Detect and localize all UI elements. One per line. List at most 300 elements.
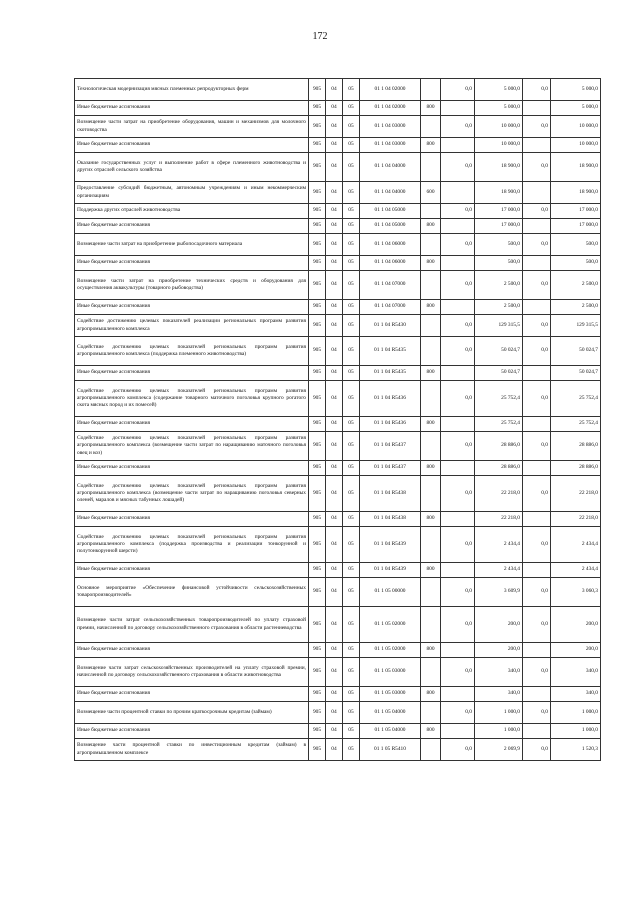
table-row	[75, 271, 601, 300]
cell-target-article: 01 1 04 07000	[360, 271, 421, 300]
cell-ministry-code: 905	[309, 366, 326, 381]
cell-amount-1	[441, 417, 475, 432]
cell-section: 04	[326, 219, 343, 234]
cell-expense-type: 800	[421, 219, 441, 234]
cell-target-article: 01 1 05 R5410	[360, 739, 421, 761]
cell-amount-4: 18 900,0	[551, 182, 601, 204]
table-row	[75, 417, 601, 432]
cell-expense-type: 800	[421, 461, 441, 476]
cell-section: 04	[326, 300, 343, 315]
cell-amount-3: 0,0	[523, 739, 551, 761]
cell-section: 04	[326, 658, 343, 687]
cell-amount-2: 18 900,0	[475, 182, 523, 204]
table-row	[75, 381, 601, 417]
cell-amount-2: 17 000,0	[475, 204, 523, 219]
cell-target-article: 01 1 04 03000	[360, 116, 421, 138]
row-name: Иные бюджетные ассигнования	[75, 219, 309, 234]
cell-expense-type	[421, 116, 441, 138]
cell-subsection: 05	[343, 432, 360, 461]
cell-amount-4: 25 752,4	[551, 417, 601, 432]
cell-subsection: 05	[343, 116, 360, 138]
cell-amount-3: 0,0	[523, 578, 551, 607]
cell-target-article: 01 1 04 06000	[360, 256, 421, 271]
cell-section: 04	[326, 527, 343, 563]
cell-amount-3	[523, 724, 551, 739]
cell-amount-2: 10 000,0	[475, 138, 523, 153]
cell-amount-2: 25 752,4	[475, 417, 523, 432]
cell-subsection: 05	[343, 101, 360, 116]
cell-section: 04	[326, 702, 343, 724]
cell-section: 04	[326, 687, 343, 702]
cell-target-article: 01 1 05 02000	[360, 643, 421, 658]
cell-amount-4: 18 900,0	[551, 153, 601, 182]
cell-amount-2: 28 886,0	[475, 461, 523, 476]
cell-ministry-code: 905	[309, 182, 326, 204]
cell-subsection: 05	[343, 337, 360, 366]
cell-amount-1: 0,0	[441, 476, 475, 512]
cell-amount-1: 0,0	[441, 79, 475, 101]
table-row	[75, 702, 601, 724]
cell-subsection: 05	[343, 724, 360, 739]
cell-expense-type: 800	[421, 138, 441, 153]
cell-section: 04	[326, 432, 343, 461]
cell-target-article: 01 1 04 R5438	[360, 512, 421, 527]
cell-ministry-code: 905	[309, 101, 326, 116]
table-row	[75, 687, 601, 702]
cell-ministry-code: 905	[309, 687, 326, 702]
cell-subsection: 05	[343, 381, 360, 417]
cell-section: 04	[326, 476, 343, 512]
cell-target-article: 01 1 04 R5436	[360, 381, 421, 417]
cell-amount-2: 22 218,0	[475, 476, 523, 512]
cell-amount-4: 200,0	[551, 607, 601, 643]
cell-ministry-code: 905	[309, 315, 326, 337]
cell-amount-2: 2 434,4	[475, 563, 523, 578]
row-name: Иные бюджетные ассигнования	[75, 256, 309, 271]
table-row	[75, 476, 601, 512]
table-row	[75, 101, 601, 116]
cell-amount-3	[523, 687, 551, 702]
cell-subsection: 05	[343, 702, 360, 724]
table-row	[75, 607, 601, 643]
row-name: Иные бюджетные ассигнования	[75, 687, 309, 702]
cell-expense-type: 800	[421, 366, 441, 381]
cell-amount-1	[441, 138, 475, 153]
cell-ministry-code: 905	[309, 116, 326, 138]
cell-amount-1	[441, 300, 475, 315]
cell-amount-2: 500,0	[475, 234, 523, 256]
cell-subsection: 05	[343, 476, 360, 512]
cell-amount-4: 340,0	[551, 687, 601, 702]
cell-subsection: 05	[343, 417, 360, 432]
cell-expense-type	[421, 702, 441, 724]
cell-section: 04	[326, 182, 343, 204]
table-row	[75, 337, 601, 366]
cell-expense-type	[421, 204, 441, 219]
cell-amount-1: 0,0	[441, 702, 475, 724]
cell-amount-1: 0,0	[441, 432, 475, 461]
row-name: Содействие достижению целевых показателей региональных программ развития агропромышленного комплекса (поддержка племенного животноводства)	[75, 337, 309, 366]
table-row	[75, 138, 601, 153]
cell-section: 04	[326, 739, 343, 761]
cell-amount-3	[523, 256, 551, 271]
cell-expense-type: 800	[421, 417, 441, 432]
cell-amount-4: 5 000,0	[551, 101, 601, 116]
cell-section: 04	[326, 234, 343, 256]
table-row	[75, 366, 601, 381]
cell-ministry-code: 905	[309, 563, 326, 578]
cell-expense-type	[421, 271, 441, 300]
cell-amount-3	[523, 219, 551, 234]
row-name: Иные бюджетные ассигнования	[75, 300, 309, 315]
row-name: Технологическая модернизация мясных племенных репродукторных ферм	[75, 79, 309, 101]
cell-subsection: 05	[343, 643, 360, 658]
cell-target-article: 01 1 05 04000	[360, 724, 421, 739]
cell-expense-type: 800	[421, 687, 441, 702]
table-row	[75, 182, 601, 204]
cell-amount-4: 28 886,0	[551, 432, 601, 461]
row-name: Содействие достижению целевых показателей региональных программ развития агропромышленного комплекса (возмещение части затрат по наращиванию поголовья северных оленей, маралов и мясных табунных лошадей)	[75, 476, 309, 512]
table-row	[75, 79, 601, 101]
cell-amount-2: 22 218,0	[475, 512, 523, 527]
cell-target-article: 01 1 05 00000	[360, 578, 421, 607]
cell-expense-type: 800	[421, 300, 441, 315]
row-name: Иные бюджетные ассигнования	[75, 461, 309, 476]
cell-section: 04	[326, 138, 343, 153]
cell-amount-2: 28 886,0	[475, 432, 523, 461]
cell-amount-2: 200,0	[475, 607, 523, 643]
table-row	[75, 643, 601, 658]
cell-section: 04	[326, 461, 343, 476]
cell-amount-4: 22 218,0	[551, 476, 601, 512]
cell-section: 04	[326, 256, 343, 271]
cell-subsection: 05	[343, 607, 360, 643]
cell-amount-2: 1 000,0	[475, 724, 523, 739]
table-row	[75, 461, 601, 476]
cell-amount-3: 0,0	[523, 476, 551, 512]
cell-amount-1	[441, 256, 475, 271]
cell-amount-2: 18 900,0	[475, 153, 523, 182]
cell-ministry-code: 905	[309, 219, 326, 234]
cell-subsection: 05	[343, 219, 360, 234]
cell-expense-type	[421, 234, 441, 256]
cell-amount-2: 2 434,4	[475, 527, 523, 563]
cell-amount-4: 340,0	[551, 658, 601, 687]
cell-amount-3: 0,0	[523, 432, 551, 461]
row-name: Содействие достижению целевых показателей региональных программ развития агропромышленного комплекса (возмещение части затрат по наращиванию маточного поголовья овец и коз)	[75, 432, 309, 461]
cell-amount-2: 340,0	[475, 658, 523, 687]
cell-amount-4: 3 060,3	[551, 578, 601, 607]
table-row	[75, 658, 601, 687]
cell-amount-1: 0,0	[441, 271, 475, 300]
cell-amount-1: 0,0	[441, 204, 475, 219]
cell-amount-2: 17 000,0	[475, 219, 523, 234]
cell-amount-2: 10 000,0	[475, 116, 523, 138]
cell-amount-1: 0,0	[441, 234, 475, 256]
cell-target-article: 01 1 05 02000	[360, 607, 421, 643]
cell-expense-type: 800	[421, 256, 441, 271]
cell-amount-3: 0,0	[523, 337, 551, 366]
cell-amount-3	[523, 101, 551, 116]
cell-amount-3: 0,0	[523, 116, 551, 138]
cell-expense-type	[421, 658, 441, 687]
cell-amount-1	[441, 687, 475, 702]
cell-ministry-code: 905	[309, 138, 326, 153]
table-row	[75, 204, 601, 219]
cell-amount-3	[523, 417, 551, 432]
row-name: Иные бюджетные ассигнования	[75, 643, 309, 658]
cell-amount-1	[441, 182, 475, 204]
cell-subsection: 05	[343, 739, 360, 761]
cell-section: 04	[326, 79, 343, 101]
cell-target-article: 01 1 04 06000	[360, 234, 421, 256]
cell-ministry-code: 905	[309, 271, 326, 300]
cell-amount-3: 0,0	[523, 315, 551, 337]
cell-ministry-code: 905	[309, 234, 326, 256]
cell-amount-4: 500,0	[551, 234, 601, 256]
cell-subsection: 05	[343, 512, 360, 527]
cell-amount-4: 10 000,0	[551, 138, 601, 153]
cell-amount-4: 17 000,0	[551, 219, 601, 234]
row-name: Возмещение части затрат на приобретение оборудования, машин и механизмов для молочного скотоводства	[75, 116, 309, 138]
cell-amount-3	[523, 643, 551, 658]
cell-expense-type	[421, 578, 441, 607]
cell-ministry-code: 905	[309, 256, 326, 271]
cell-ministry-code: 905	[309, 578, 326, 607]
cell-amount-3: 0,0	[523, 79, 551, 101]
cell-amount-4: 1 000,0	[551, 702, 601, 724]
table-row	[75, 432, 601, 461]
cell-amount-1	[441, 643, 475, 658]
cell-amount-4: 2 434,4	[551, 563, 601, 578]
cell-target-article: 01 1 04 02000	[360, 79, 421, 101]
cell-amount-2: 25 752,4	[475, 381, 523, 417]
table-row	[75, 315, 601, 337]
table-row	[75, 153, 601, 182]
cell-amount-2: 2 500,0	[475, 271, 523, 300]
cell-amount-1: 0,0	[441, 607, 475, 643]
cell-expense-type: 800	[421, 643, 441, 658]
cell-subsection: 05	[343, 461, 360, 476]
cell-expense-type	[421, 381, 441, 417]
cell-target-article: 01 1 04 04000	[360, 182, 421, 204]
cell-section: 04	[326, 512, 343, 527]
cell-expense-type	[421, 153, 441, 182]
cell-subsection: 05	[343, 182, 360, 204]
cell-amount-1	[441, 563, 475, 578]
row-name: Возмещение части затрат сельскохозяйственных товаропроизводителей по уплату страховой премии, начисленной по договору сельскохозяйственного страхования в области растениеводства	[75, 607, 309, 643]
cell-amount-2: 1 000,0	[475, 702, 523, 724]
budget-table	[74, 78, 601, 761]
cell-expense-type: 800	[421, 724, 441, 739]
cell-target-article: 01 1 05 03000	[360, 687, 421, 702]
cell-amount-1: 0,0	[441, 315, 475, 337]
cell-target-article: 01 1 04 R5437	[360, 432, 421, 461]
cell-target-article: 01 1 05 03000	[360, 658, 421, 687]
table-row	[75, 563, 601, 578]
cell-amount-2: 500,0	[475, 256, 523, 271]
cell-amount-3	[523, 563, 551, 578]
cell-amount-4: 50 024,7	[551, 337, 601, 366]
cell-ministry-code: 905	[309, 643, 326, 658]
row-name: Предоставление субсидий бюджетным, автономным учреждениям и иным некоммерческим организациям	[75, 182, 309, 204]
cell-section: 04	[326, 101, 343, 116]
cell-amount-3: 0,0	[523, 702, 551, 724]
cell-amount-4: 2 500,0	[551, 300, 601, 315]
cell-ministry-code: 905	[309, 527, 326, 563]
cell-target-article: 01 1 04 R5430	[360, 315, 421, 337]
row-name: Содействие достижению целевых показателей региональных программ развития агропромышленного комплекса (содержание товарного маточного поголовья крупного рогатого скота мясных пород и их помесей)	[75, 381, 309, 417]
cell-amount-1	[441, 101, 475, 116]
cell-expense-type	[421, 432, 441, 461]
cell-amount-4: 129 315,5	[551, 315, 601, 337]
cell-expense-type: 600	[421, 182, 441, 204]
cell-subsection: 05	[343, 300, 360, 315]
table-row	[75, 527, 601, 563]
cell-ministry-code: 905	[309, 702, 326, 724]
table-row	[75, 256, 601, 271]
cell-subsection: 05	[343, 153, 360, 182]
table-row	[75, 578, 601, 607]
row-name: Возмещение части затрат сельскохозяйственных производителей на уплату страховой премии, начисленной по договору сельскохозяйственного страхования в области животноводства	[75, 658, 309, 687]
cell-ministry-code: 905	[309, 476, 326, 512]
cell-amount-1: 0,0	[441, 116, 475, 138]
cell-subsection: 05	[343, 527, 360, 563]
cell-amount-4: 2 500,0	[551, 271, 601, 300]
cell-amount-4: 200,0	[551, 643, 601, 658]
row-name: Иные бюджетные ассигнования	[75, 563, 309, 578]
cell-amount-3: 0,0	[523, 234, 551, 256]
table-row	[75, 234, 601, 256]
cell-section: 04	[326, 153, 343, 182]
row-name: Иные бюджетные ассигнования	[75, 724, 309, 739]
row-name: Содействие достижению целевых показателей региональных программ развития агропромышленного комплекса (поддержка производства и реализации тонкорунной и полутонкорунной шерсти)	[75, 527, 309, 563]
cell-expense-type	[421, 315, 441, 337]
cell-amount-4: 22 218,0	[551, 512, 601, 527]
row-name: Возмещение части процентной ставки по инвестиционным кредитам (займам) в агропромышленном комплексе	[75, 739, 309, 761]
cell-target-article: 01 1 04 R5436	[360, 417, 421, 432]
cell-subsection: 05	[343, 563, 360, 578]
cell-amount-3: 0,0	[523, 381, 551, 417]
cell-amount-1	[441, 366, 475, 381]
row-name: Содействие достижению целевых показателей реализации региональных программ развития агропромышленного комплекса	[75, 315, 309, 337]
cell-amount-3	[523, 138, 551, 153]
cell-ministry-code: 905	[309, 724, 326, 739]
row-name: Иные бюджетные ассигнования	[75, 101, 309, 116]
cell-expense-type	[421, 607, 441, 643]
cell-amount-2: 2 500,0	[475, 300, 523, 315]
cell-subsection: 05	[343, 256, 360, 271]
cell-expense-type: 800	[421, 563, 441, 578]
cell-ministry-code: 905	[309, 153, 326, 182]
cell-amount-1: 0,0	[441, 381, 475, 417]
cell-amount-4: 17 000,0	[551, 204, 601, 219]
cell-ministry-code: 905	[309, 381, 326, 417]
row-name: Возмещение части процентной ставки по прочим краткосрочным кредитам (займам)	[75, 702, 309, 724]
cell-target-article: 01 1 04 R5437	[360, 461, 421, 476]
row-name: Иные бюджетные ассигнования	[75, 417, 309, 432]
cell-amount-2: 129 315,5	[475, 315, 523, 337]
cell-amount-2: 50 024,7	[475, 337, 523, 366]
cell-section: 04	[326, 643, 343, 658]
cell-subsection: 05	[343, 366, 360, 381]
cell-expense-type	[421, 527, 441, 563]
cell-subsection: 05	[343, 138, 360, 153]
cell-amount-3: 0,0	[523, 607, 551, 643]
cell-subsection: 05	[343, 578, 360, 607]
cell-target-article: 01 1 04 R5439	[360, 527, 421, 563]
row-name: Основное мероприятие «Обеспечение финансовой устойчивости сельскохозяйственных товаропроизводителей»	[75, 578, 309, 607]
cell-ministry-code: 905	[309, 337, 326, 366]
cell-amount-1: 0,0	[441, 658, 475, 687]
cell-section: 04	[326, 366, 343, 381]
cell-section: 04	[326, 724, 343, 739]
cell-expense-type	[421, 337, 441, 366]
cell-target-article: 01 1 05 04000	[360, 702, 421, 724]
row-name: Поддержка других отраслей животноводства	[75, 204, 309, 219]
cell-amount-2: 340,0	[475, 687, 523, 702]
cell-subsection: 05	[343, 79, 360, 101]
cell-ministry-code: 905	[309, 461, 326, 476]
cell-amount-2: 3 609,9	[475, 578, 523, 607]
cell-amount-3	[523, 512, 551, 527]
cell-amount-3: 0,0	[523, 658, 551, 687]
table-row	[75, 512, 601, 527]
cell-amount-4: 28 886,0	[551, 461, 601, 476]
table-row	[75, 219, 601, 234]
cell-amount-3	[523, 300, 551, 315]
cell-target-article: 01 1 04 R5439	[360, 563, 421, 578]
cell-amount-4: 10 000,0	[551, 116, 601, 138]
table-row	[75, 116, 601, 138]
cell-subsection: 05	[343, 315, 360, 337]
row-name: Иные бюджетные ассигнования	[75, 366, 309, 381]
cell-amount-3: 0,0	[523, 527, 551, 563]
cell-target-article: 01 1 04 04000	[360, 153, 421, 182]
cell-section: 04	[326, 563, 343, 578]
cell-amount-3: 0,0	[523, 204, 551, 219]
cell-expense-type	[421, 476, 441, 512]
cell-amount-4: 500,0	[551, 256, 601, 271]
cell-amount-3	[523, 366, 551, 381]
cell-ministry-code: 905	[309, 204, 326, 219]
cell-section: 04	[326, 337, 343, 366]
cell-amount-4: 2 434,4	[551, 527, 601, 563]
cell-amount-4: 25 752,4	[551, 381, 601, 417]
cell-amount-1	[441, 219, 475, 234]
cell-amount-3	[523, 461, 551, 476]
cell-subsection: 05	[343, 687, 360, 702]
cell-amount-4: 50 024,7	[551, 366, 601, 381]
cell-section: 04	[326, 271, 343, 300]
cell-amount-2: 50 024,7	[475, 366, 523, 381]
row-name: Иные бюджетные ассигнования	[75, 138, 309, 153]
cell-target-article: 01 1 04 07000	[360, 300, 421, 315]
cell-amount-1: 0,0	[441, 337, 475, 366]
cell-section: 04	[326, 381, 343, 417]
cell-ministry-code: 905	[309, 300, 326, 315]
row-name: Иные бюджетные ассигнования	[75, 512, 309, 527]
cell-subsection: 05	[343, 658, 360, 687]
cell-target-article: 01 1 04 R5435	[360, 337, 421, 366]
cell-amount-4: 1 000,0	[551, 724, 601, 739]
cell-amount-3: 0,0	[523, 271, 551, 300]
cell-ministry-code: 905	[309, 607, 326, 643]
cell-target-article: 01 1 04 R5435	[360, 366, 421, 381]
cell-target-article: 01 1 04 03000	[360, 138, 421, 153]
cell-amount-1: 0,0	[441, 578, 475, 607]
cell-section: 04	[326, 116, 343, 138]
